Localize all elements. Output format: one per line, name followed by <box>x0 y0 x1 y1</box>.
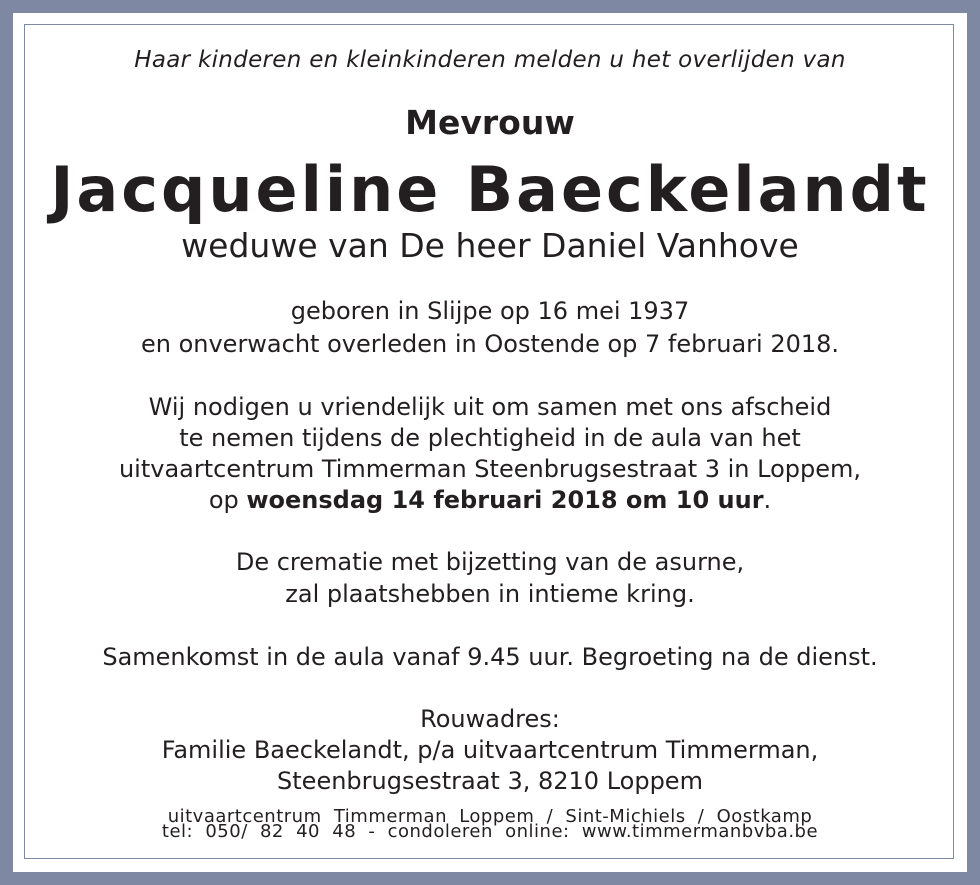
invitation-prefix: op <box>208 486 247 514</box>
address-heading: Rouwadres: <box>420 705 560 733</box>
cremation-line-2: zal plaatshebben in intieme kring. <box>285 580 695 608</box>
address-line-1: Familie Baeckelandt, p/a uitvaartcentrum Timmerman, <box>161 736 819 764</box>
footer-line-1: uitvaartcentrum Timmerman Loppem / Sint-Michiels / Oostkamp <box>167 806 813 827</box>
gathering-line: Samenkomst in de aula vanaf 9.45 uur. Begroeting na de dienst. <box>102 643 878 671</box>
death-line: en onverwacht overleden in Oostende op 7 februari 2018. <box>140 330 840 358</box>
widow-of: weduwe van De heer Daniel Vanhove <box>181 226 799 265</box>
invitation-line-1: Wij nodigen u vriendelijk uit om samen met ons afscheid <box>148 393 832 421</box>
footer-line-2: tel: 050/ 82 40 48 - condoleren online: www.timmermanbvba.be <box>161 821 819 842</box>
invitation-line-3: uitvaartcentrum Timmerman Steenbrugsestraat 3 in Loppem, <box>118 455 862 483</box>
intro-text: Haar kinderen en kleinkinderen melden u het overlijden van <box>134 47 846 73</box>
cremation-line-1: De crematie met bijzetting van de asurne, <box>235 548 745 576</box>
invitation-suffix: . <box>763 486 772 514</box>
ceremony-datetime: woensdag 14 februari 2018 om 10 uur <box>246 486 764 514</box>
honorific: Mevrouw <box>405 103 575 142</box>
obituary-card <box>13 13 967 872</box>
deceased-name: Jacqueline Baeckelandt <box>50 153 930 226</box>
address-line-2: Steenbrugsestraat 3, 8210 Loppem <box>277 767 703 795</box>
invitation-line-2: te nemen tijdens de plechtigheid in de aula van het <box>179 424 801 452</box>
invitation-line-4 <box>13 486 967 514</box>
birth-line: geboren in Slijpe op 16 mei 1937 <box>290 297 690 325</box>
